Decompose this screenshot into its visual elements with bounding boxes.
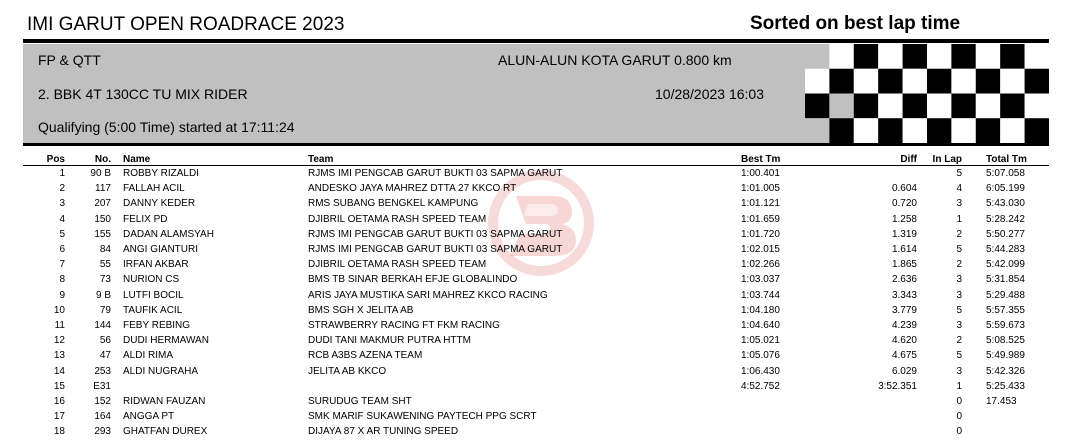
cell-pos: 4 — [59, 213, 65, 225]
cell-diff — [845, 409, 917, 424]
cell-name: NURION CS — [123, 274, 180, 286]
cell-team: SMK MARIF SUKAWENING PAYTECH PPG SCRT — [308, 411, 537, 423]
cell-team: STRAWBERRY RACING FT FKM RACING — [308, 319, 500, 331]
cell-pos: 8 — [59, 274, 65, 286]
cell-in-lap: 5 — [956, 304, 962, 316]
column-header-in-lap: In Lap — [932, 153, 962, 165]
cell-total-time: 5:31.854 — [986, 274, 1025, 286]
cell-in-lap: 0 — [956, 411, 962, 423]
cell-pos: 2 — [59, 183, 65, 195]
top-rule — [23, 39, 1049, 43]
cell-diff: 1.258 — [891, 213, 917, 225]
cell-best-time: 4:52.752 — [741, 380, 780, 392]
event-title: IMI GARUT OPEN ROADRACE 2023 — [27, 14, 345, 35]
cell-team: ARIS JAYA MUSTIKA SARI MAHREZ KKCO RACING — [308, 289, 548, 301]
cell-pos: 10 — [53, 304, 65, 316]
cell-diff: 0.604 — [891, 183, 917, 195]
cell-total-time: 5:28.242 — [986, 213, 1025, 225]
cell-pos: 16 — [53, 395, 65, 407]
cell-in-lap: 3 — [956, 319, 962, 331]
column-header-name: Name — [123, 153, 151, 165]
cell-total-time: 5:08.525 — [986, 335, 1025, 347]
cell-total-time: 5:29.488 — [986, 289, 1025, 301]
cell-team — [301, 379, 735, 394]
cell-total-time: 5:57.355 — [986, 304, 1025, 316]
cell-no: 117 — [95, 183, 111, 195]
cell-team: JELITA AB KKCO — [308, 365, 387, 377]
cell-pos: 15 — [53, 380, 65, 392]
cell-diff — [845, 394, 917, 409]
cell-in-lap: 2 — [956, 259, 962, 271]
cell-no: 253 — [94, 365, 111, 377]
cell-total-time: 5:43.030 — [986, 198, 1025, 210]
cell-pos: 12 — [53, 335, 65, 347]
cell-diff: 4.620 — [891, 335, 917, 347]
cell-no: 152 — [94, 395, 111, 407]
table-row — [23, 318, 1049, 333]
cell-diff: 1.865 — [891, 259, 917, 271]
cell-no: 90 B — [90, 168, 111, 180]
cell-no: 84 — [99, 244, 111, 256]
session-datetime: 10/28/2023 16:03 — [655, 86, 764, 102]
table-row — [23, 227, 1049, 242]
cell-in-lap: 3 — [956, 274, 962, 286]
cell-team: SURUDUG TEAM SHT — [308, 395, 412, 407]
table-row — [23, 212, 1049, 227]
cell-best-time: 1:01.005 — [741, 183, 780, 195]
table-row — [23, 272, 1049, 287]
cell-diff: 4.239 — [891, 319, 917, 331]
cell-team: RJMS IMI PENGCAB GARUT BUKTI 03 SAPMA GARUT — [308, 228, 563, 240]
column-header-pos: Pos — [46, 153, 65, 165]
table-row — [23, 424, 1049, 439]
table-row — [23, 379, 1049, 394]
cell-pos: 9 — [59, 289, 65, 301]
cell-no: 56 — [99, 335, 111, 347]
cell-no: 207 — [94, 198, 111, 210]
cell-in-lap: 2 — [956, 228, 962, 240]
cell-no: 164 — [94, 411, 111, 423]
cell-in-lap: 0 — [956, 395, 962, 407]
cell-total-time: 5:59.673 — [986, 319, 1025, 331]
cell-best-time: 1:01.659 — [741, 213, 780, 225]
cell-team: DJIBRIL OETAMA RASH SPEED TEAM — [308, 213, 487, 225]
cell-in-lap: 1 — [956, 213, 962, 225]
cell-team: BMS SGH X JELITA AB — [308, 304, 414, 316]
cell-in-lap: 1 — [956, 380, 962, 392]
table-row — [23, 409, 1049, 424]
cell-no: 293 — [94, 426, 111, 438]
cell-name: FEBY REBING — [123, 319, 191, 331]
cell-pos: 5 — [59, 228, 65, 240]
cell-pos: 13 — [53, 350, 65, 362]
column-header-team: Team — [308, 153, 334, 165]
results-table — [23, 153, 1049, 439]
cell-total-time: 5:42.326 — [986, 365, 1025, 377]
cell-in-lap: 3 — [956, 289, 962, 301]
class-name: 2. BBK 4T 130CC TU MIX RIDER — [38, 86, 248, 102]
table-row — [23, 394, 1049, 409]
cell-no: 47 — [99, 350, 111, 362]
cell-diff: 1.614 — [891, 244, 917, 256]
cell-name: ALDI RIMA — [123, 350, 174, 362]
cell-best-time: 1:01.121 — [741, 198, 780, 210]
cell-best-time: 1:04.180 — [741, 304, 780, 316]
cell-total-time: 17.453 — [986, 395, 1017, 407]
cell-in-lap: 4 — [956, 183, 962, 195]
cell-name: DUDI HERMAWAN — [123, 335, 209, 347]
cell-diff: 6.029 — [891, 365, 917, 377]
checkered-flag-graphic — [805, 44, 1049, 143]
cell-best-time: 1:02.015 — [741, 244, 780, 256]
cell-name: FALLAH ACIL — [123, 183, 185, 195]
cell-team: DIJAYA 87 X AR TUNING SPEED — [308, 426, 459, 438]
cell-best-time: 1:00.401 — [741, 168, 780, 180]
cell-total-time — [962, 409, 1049, 424]
column-header-no: No. — [94, 153, 111, 165]
cell-total-time: 5:49.989 — [986, 350, 1025, 362]
cell-pos: 18 — [53, 426, 65, 438]
cell-team: RMS SUBANG BENGKEL KAMPUNG — [308, 198, 479, 210]
cell-team: DUDI TANI MAKMUR PUTRA HTTM — [308, 335, 471, 347]
cell-in-lap: 5 — [956, 350, 962, 362]
cell-in-lap: 0 — [956, 426, 962, 438]
cell-best-time: 1:05.021 — [741, 335, 780, 347]
table-row — [23, 242, 1049, 257]
session-name: FP & QTT — [38, 52, 101, 68]
cell-total-time: 6:05.199 — [986, 183, 1025, 195]
column-header-best-time: Best Tm — [741, 153, 781, 165]
cell-in-lap: 3 — [956, 198, 962, 210]
cell-pos: 11 — [54, 319, 65, 331]
cell-no: 155 — [94, 228, 111, 240]
cell-pos: 7 — [59, 259, 65, 271]
cell-best-time — [735, 409, 845, 424]
cell-team: DJIBRIL OETAMA RASH SPEED TEAM — [308, 259, 487, 271]
cell-best-time: 1:06.430 — [741, 365, 780, 377]
cell-total-time: 5:44.283 — [986, 244, 1025, 256]
table-row — [23, 196, 1049, 211]
cell-no: 9 B — [95, 289, 111, 301]
cell-in-lap: 5 — [956, 168, 962, 180]
cell-name: ANGI GIANTURI — [123, 244, 199, 256]
banner-rule — [23, 143, 1049, 146]
cell-best-time: 1:03.744 — [741, 289, 780, 301]
table-row — [23, 303, 1049, 318]
cell-best-time: 1:04.640 — [741, 319, 780, 331]
cell-pos: 3 — [59, 198, 65, 210]
cell-total-time: 5:07.058 — [986, 168, 1025, 180]
circuit-name: ALUN-ALUN KOTA GARUT 0.800 km — [498, 52, 732, 68]
cell-best-time: 1:03.037 — [741, 274, 780, 286]
cell-diff — [845, 424, 917, 439]
cell-total-time: 5:50.277 — [986, 228, 1025, 240]
cell-best-time — [735, 424, 845, 439]
cell-name: ROBBY RIZALDI — [123, 168, 199, 180]
cell-name: IRFAN AKBAR — [123, 259, 189, 271]
cell-no: 79 — [99, 304, 111, 316]
table-row — [23, 257, 1049, 272]
cell-team: ANDESKO JAYA MAHREZ DTTA 27 KKCO RT — [308, 183, 517, 195]
cell-total-time: 5:25.433 — [986, 380, 1025, 392]
cell-name: DANNY KEDER — [123, 198, 196, 210]
cell-total-time — [962, 424, 1049, 439]
cell-best-time: 1:02.266 — [741, 259, 780, 271]
table-row — [23, 333, 1049, 348]
cell-diff: 4.675 — [891, 350, 917, 362]
cell-diff: 3:52.351 — [878, 380, 917, 392]
cell-name: RIDWAN FAUZAN — [123, 395, 206, 407]
cell-name — [111, 379, 301, 394]
table-row — [23, 181, 1049, 196]
cell-pos: 6 — [59, 244, 65, 256]
cell-name: GHATFAN DUREX — [123, 426, 208, 438]
table-row — [23, 166, 1049, 182]
cell-no: 55 — [99, 259, 111, 271]
column-header-diff: Diff — [900, 153, 917, 165]
table-header-row — [23, 153, 1049, 166]
cell-team: BMS TB SINAR BERKAH EFJE GLOBALINDO — [308, 274, 518, 286]
cell-diff: 0.720 — [891, 198, 917, 210]
cell-name: TAUFIK ACIL — [123, 304, 183, 316]
cell-name: LUTFI BOCIL — [123, 289, 184, 301]
cell-in-lap: 2 — [956, 335, 962, 347]
session-banner — [23, 44, 1049, 143]
cell-diff — [845, 166, 917, 182]
table-row — [23, 363, 1049, 378]
table-row — [23, 288, 1049, 303]
cell-name: ANGGA PT — [123, 411, 175, 423]
cell-no: 144 — [94, 319, 111, 331]
cell-name: DADAN ALAMSYAH — [123, 228, 214, 240]
cell-diff: 3.779 — [891, 304, 917, 316]
cell-best-time: 1:05.076 — [741, 350, 780, 362]
cell-team: RCB A3BS AZENA TEAM — [308, 350, 423, 362]
cell-no: 73 — [99, 274, 111, 286]
cell-team: RJMS IMI PENGCAB GARUT BUKTI 03 SAPMA GARUT — [308, 244, 563, 256]
cell-team: RJMS IMI PENGCAB GARUT BUKTI 03 SAPMA GARUT — [308, 168, 563, 180]
cell-pos: 17 — [53, 411, 65, 423]
cell-in-lap: 3 — [956, 365, 962, 377]
qualifying-info: Qualifying (5:00 Time) started at 17:11:24 — [38, 119, 295, 135]
cell-name: FELIX PD — [123, 213, 168, 225]
cell-diff: 1.319 — [891, 228, 917, 240]
cell-pos: 14 — [53, 365, 65, 377]
cell-in-lap: 5 — [956, 244, 962, 256]
cell-no: E31 — [93, 380, 111, 392]
cell-name: ALDI NUGRAHA — [123, 365, 199, 377]
table-row — [23, 348, 1049, 363]
cell-pos: 1 — [59, 168, 65, 180]
column-header-total-time: Total Tm — [986, 153, 1027, 165]
cell-best-time: 1:01.720 — [741, 228, 780, 240]
cell-total-time: 5:42.099 — [986, 259, 1025, 271]
cell-no: 150 — [94, 213, 111, 225]
cell-diff: 3.343 — [891, 289, 917, 301]
cell-best-time — [735, 394, 845, 409]
sort-label: Sorted on best lap time — [750, 13, 961, 34]
cell-diff: 2.636 — [891, 274, 917, 286]
